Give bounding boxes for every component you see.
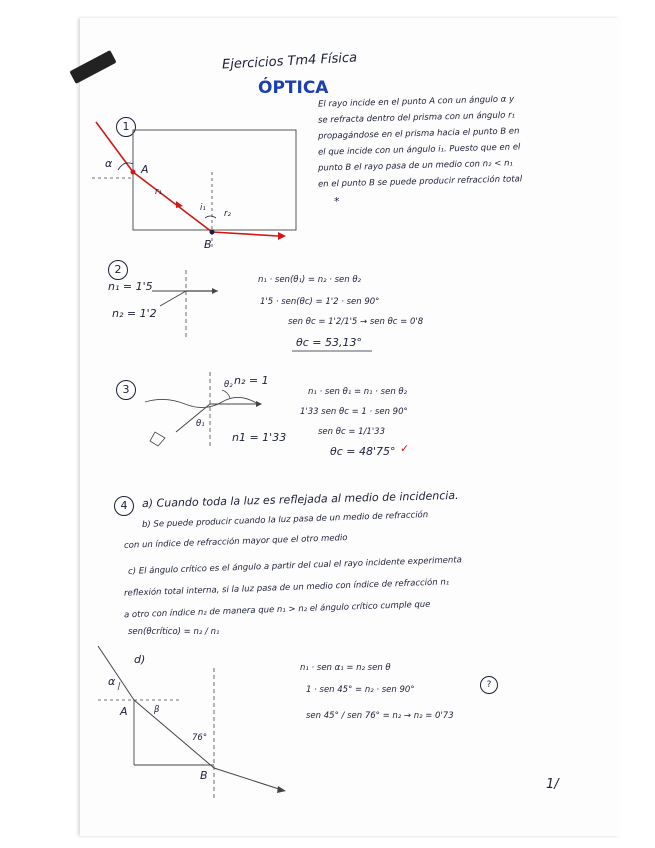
ex1-text-line-6: en el punto B se puede producir refracción total	[317, 174, 523, 190]
page-subtitle: ÓPTICA	[258, 78, 329, 98]
ex2-result: θc = 53,13°	[296, 336, 362, 349]
ex2-eq-line-2: 1'5 · sen(θc) = 1'2 · sen 90°	[260, 297, 380, 307]
check-icon: ✓	[400, 442, 410, 455]
ex4-line-c: c) El ángulo crítico es el ángulo a partir del cual el rayo incidente experimenta	[127, 555, 463, 577]
ex3-theta1-label: θ₁	[196, 419, 205, 429]
ex4-line-c4: sen(θcrítico) = n₂ / n₁	[128, 627, 220, 637]
ex4-line-c2: reflexión total interna, si la luz pasa de un medio con índice de refracción n₁	[123, 577, 450, 599]
ex4-eq-line-1: n₁ · sen α₁ = n₂ sen θ	[300, 663, 391, 673]
ex2-n2: n₂ = 1'2	[112, 307, 157, 320]
ex1-text-line-3: propagándose en el prisma hacia el punto B en	[317, 126, 520, 142]
ex1-text-line-2: se refracta dentro del prisma con un ángulo r₁	[317, 110, 516, 126]
label-r2: r₂	[224, 209, 231, 219]
ex4-line-c3: a otro con índice n₂ de manera que n₁ > n₂ el ángulo crítico cumple que	[123, 599, 431, 621]
exercise-3-number: 3	[116, 380, 136, 400]
ex4-label-angle: 76°	[192, 733, 208, 743]
exercise-2-number: 2	[108, 260, 128, 280]
ex3-eq-line-3: sen θc = 1/1'33	[318, 427, 385, 437]
ex1-text-line-5: punto B el rayo pasa de un medio con n₂ < n₁	[317, 158, 513, 174]
label-b: B	[204, 238, 212, 251]
ex4-eq-line-2: 1 · sen 45° = n₂ · sen 90°	[306, 685, 415, 695]
exercise-1-number: 1	[116, 117, 136, 137]
ex4-label-a: A	[120, 705, 128, 718]
incident-ray	[98, 646, 134, 700]
ex4-label-alpha: α	[108, 675, 116, 688]
ex2-eq-line-3: sen θc = 1'2/1'5 → sen θc = 0'8	[288, 317, 424, 327]
ex3-eq-line-1: n₁ · sen θ₁ = n₁ · sen θ₂	[308, 387, 408, 397]
ex1-star: *	[334, 195, 340, 208]
ex4-line-b2: con un índice de refracción mayor que el otro medio	[123, 533, 348, 551]
ex4-line-b: b) Se puede producir cuando la luz pasa de un medio de refracción	[141, 510, 429, 530]
ex2-eq-line-1: n₁ · sen(θ₁) = n₂ · sen θ₂	[258, 275, 361, 285]
exercise-4-number: 4	[114, 496, 134, 516]
ex4-label-b: B	[200, 769, 208, 782]
ex3-eq-line-2: 1'33 sen θc = 1 · sen 90°	[300, 407, 408, 417]
ex1-text-line-4: el que incide con un ángulo i₁. Puesto que en el	[317, 142, 521, 158]
ex3-n1: n1 = 1'33	[232, 431, 287, 444]
page-number: 1/	[546, 777, 559, 792]
page-title: Ejercicios Tm4 Física	[221, 50, 358, 73]
ex3-result: θc = 48'75°	[330, 445, 396, 458]
ex3-n2: n₂ = 1	[234, 374, 269, 387]
label-a: A	[141, 163, 149, 176]
ex4-eq-line-3: sen 45° / sen 76° = n₂ → n₂ = 0'73	[306, 711, 454, 721]
label-i1: i₁	[200, 203, 206, 213]
exit-ray-arrowhead	[277, 786, 286, 793]
alpha-bracket	[118, 682, 120, 690]
exit-ray	[214, 768, 282, 790]
label-alpha: α	[105, 157, 113, 170]
ex4-line-a: a) Cuando toda la luz es reflejada al medio de incidencia.	[141, 488, 459, 511]
ex3-theta2-label: θ₂	[224, 380, 233, 390]
label-r1: r₁	[155, 187, 162, 197]
ex1-text-line-1: El rayo incide en el punto A con un ángulo α y	[317, 94, 515, 110]
ex4-d-label: d)	[134, 653, 146, 666]
ex4-circle-note: ?	[480, 676, 498, 694]
ex2-n1: n₁ = 1'5	[108, 280, 153, 293]
ex4-label-beta: β	[154, 705, 160, 715]
